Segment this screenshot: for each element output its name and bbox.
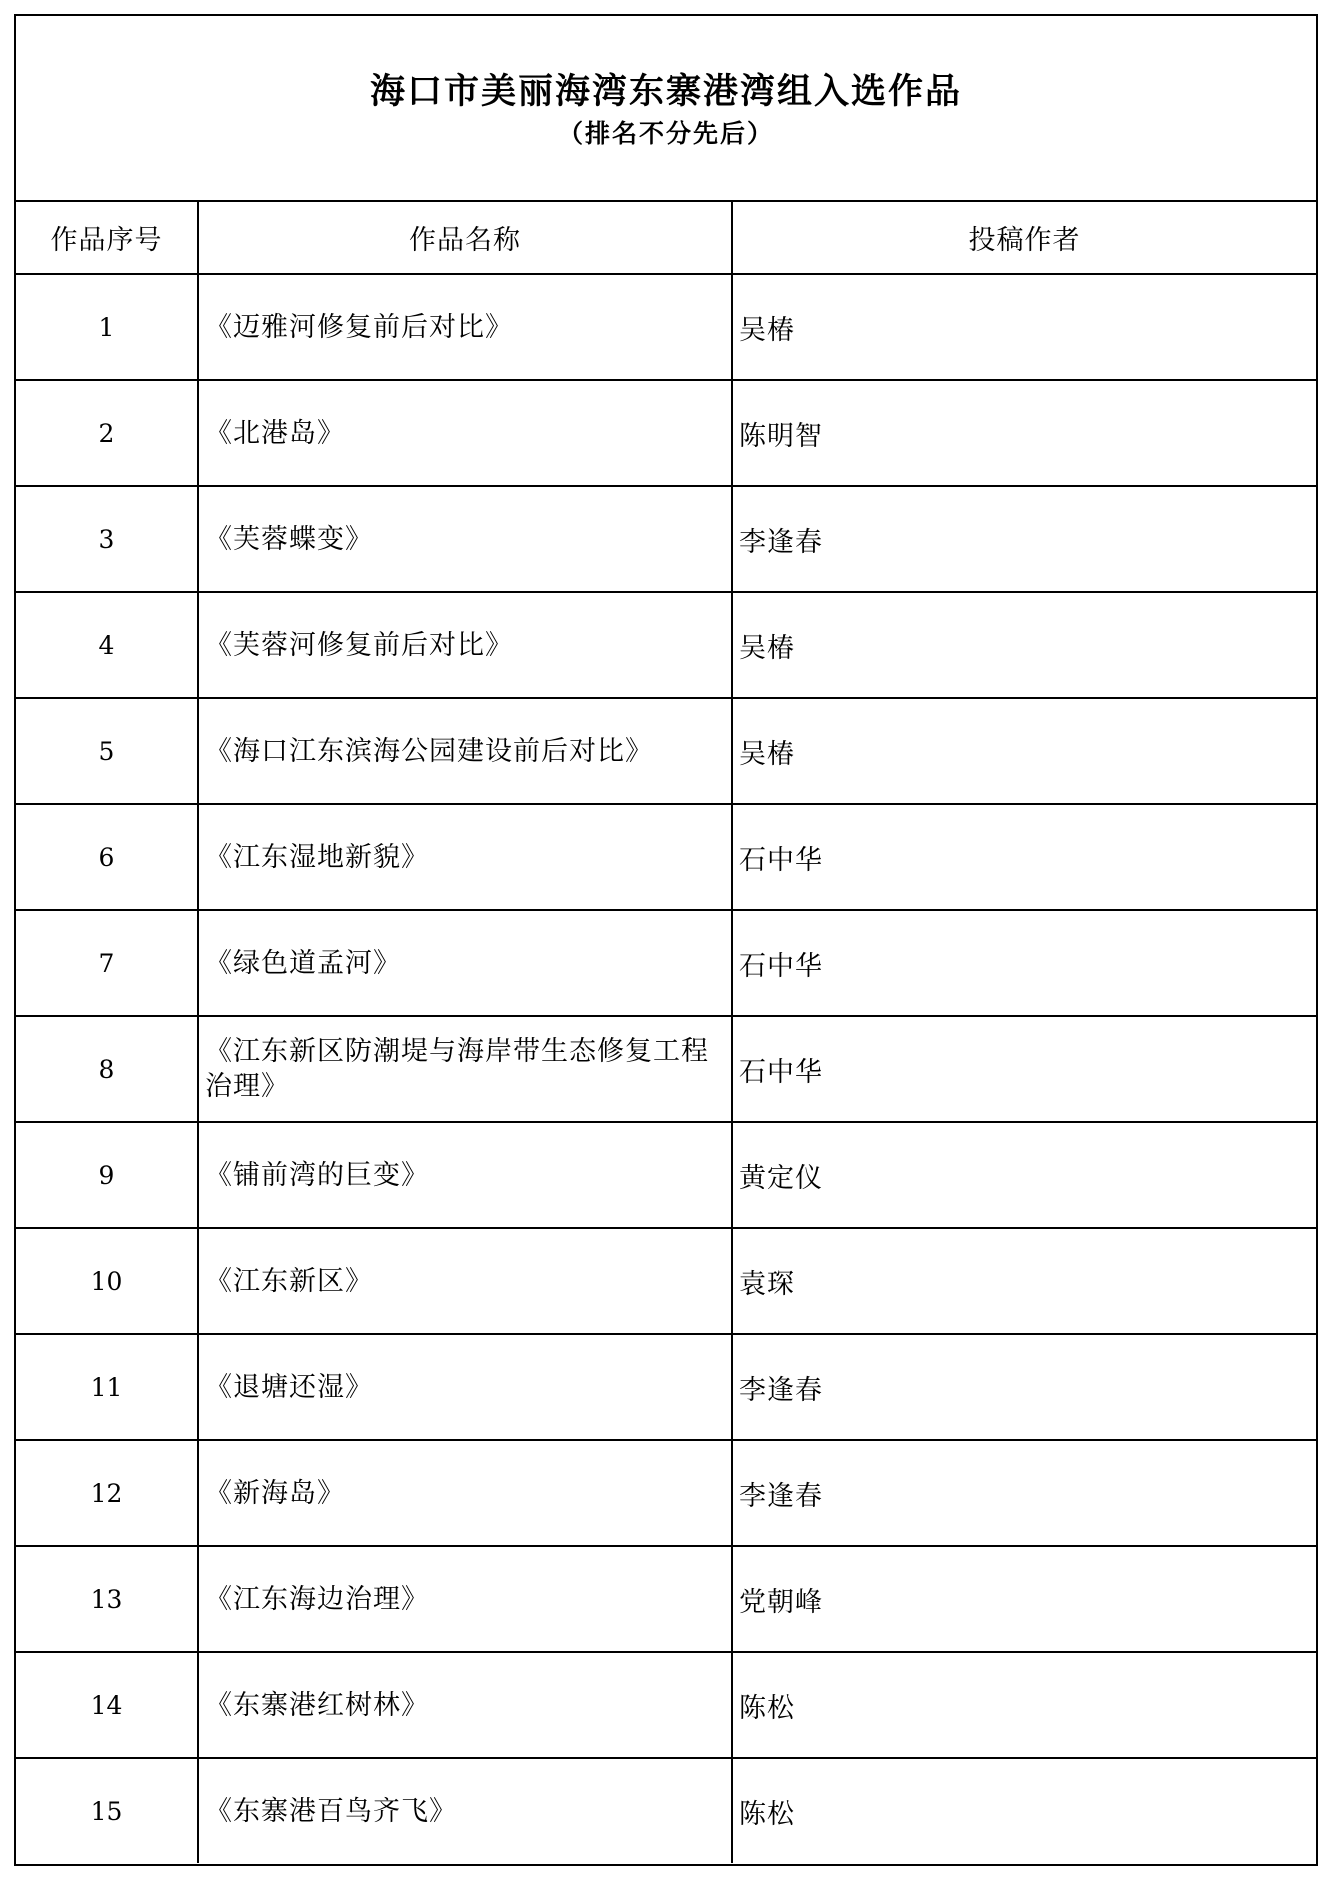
- table-row: [16, 1228, 1316, 1334]
- row-work-title: 《绿色道孟河》: [198, 910, 732, 1016]
- page-title: 海口市美丽海湾东寨港湾组入选作品: [369, 71, 962, 112]
- row-number: 13: [16, 1546, 198, 1652]
- row-number: 12: [16, 1440, 198, 1546]
- row-author: 石中华: [732, 804, 1316, 910]
- row-work-title: 《芙蓉河修复前后对比》: [198, 592, 732, 698]
- row-number: 7: [16, 910, 198, 1016]
- row-work-title: 《江东湿地新貌》: [198, 804, 732, 910]
- row-author: 黄定仪: [732, 1122, 1316, 1228]
- column-header-number: 作品序号: [16, 202, 198, 274]
- row-author: 李逢春: [732, 1334, 1316, 1440]
- row-number: 6: [16, 804, 198, 910]
- table-row: [16, 1440, 1316, 1546]
- table-row: [16, 1016, 1316, 1122]
- table-row: [16, 486, 1316, 592]
- row-work-title: 《退塘还湿》: [198, 1334, 732, 1440]
- row-work-title: 《芙蓉蝶变》: [198, 486, 732, 592]
- row-number: 1: [16, 274, 198, 380]
- row-author: 吴椿: [732, 698, 1316, 804]
- row-number: 10: [16, 1228, 198, 1334]
- row-work-title: 《江东新区防潮堤与海岸带生态修复工程治理》: [198, 1016, 732, 1122]
- row-work-title: 《铺前湾的巨变》: [198, 1122, 732, 1228]
- row-author: 石中华: [732, 1016, 1316, 1122]
- row-number: 14: [16, 1652, 198, 1758]
- row-number: 5: [16, 698, 198, 804]
- document-sheet: [14, 14, 1318, 1866]
- row-author: 吴椿: [732, 274, 1316, 380]
- table-row: [16, 804, 1316, 910]
- row-author: 陈松: [739, 1798, 795, 1830]
- table-row: [16, 1122, 1316, 1228]
- row-author: 石中华: [732, 910, 1316, 1016]
- table-row: [16, 698, 1316, 804]
- table-row: [16, 274, 1316, 380]
- row-number: 8: [16, 1016, 198, 1122]
- table-row: [16, 1758, 1316, 1863]
- row-work-title: 《江东海边治理》: [198, 1546, 732, 1652]
- row-number: 3: [16, 486, 198, 592]
- table-row: [16, 1652, 1316, 1758]
- row-number: 4: [16, 592, 198, 698]
- row-work-title: 《新海岛》: [198, 1440, 732, 1546]
- works-table: [16, 202, 1316, 1863]
- column-header-title: 作品名称: [198, 202, 732, 274]
- row-author: 陈明智: [732, 380, 1316, 486]
- row-author: 李逢春: [732, 1440, 1316, 1546]
- row-work-title: 《东寨港红树林》: [198, 1652, 732, 1758]
- row-number: 2: [16, 380, 198, 486]
- title-block: [16, 16, 1316, 202]
- table-row: [16, 592, 1316, 698]
- table-row: [16, 910, 1316, 1016]
- row-author: 李逢春: [732, 486, 1316, 592]
- row-author: 吴椿: [732, 592, 1316, 698]
- page-subtitle: （排名不分先后）: [557, 119, 774, 148]
- row-author: 陈松: [732, 1652, 1316, 1758]
- row-work-title: 《海口江东滨海公园建设前后对比》: [198, 698, 732, 804]
- row-work-title: 《东寨港百鸟齐飞》: [198, 1758, 732, 1863]
- row-work-title: 《北港岛》: [198, 380, 732, 486]
- table-row: [16, 1546, 1316, 1652]
- row-work-title: 《江东新区》: [198, 1228, 732, 1334]
- row-work-title: 《迈雅河修复前后对比》: [198, 274, 732, 380]
- row-author: 党朝峰: [732, 1546, 1316, 1652]
- table-header-row: [16, 202, 1316, 274]
- row-author: 袁琛: [732, 1228, 1316, 1334]
- table-row: [16, 380, 1316, 486]
- row-number: 11: [16, 1334, 198, 1440]
- column-header-author: 投稿作者: [732, 202, 1316, 274]
- table-row: [16, 1334, 1316, 1440]
- row-number: 15: [16, 1758, 198, 1863]
- row-number: 9: [16, 1122, 198, 1228]
